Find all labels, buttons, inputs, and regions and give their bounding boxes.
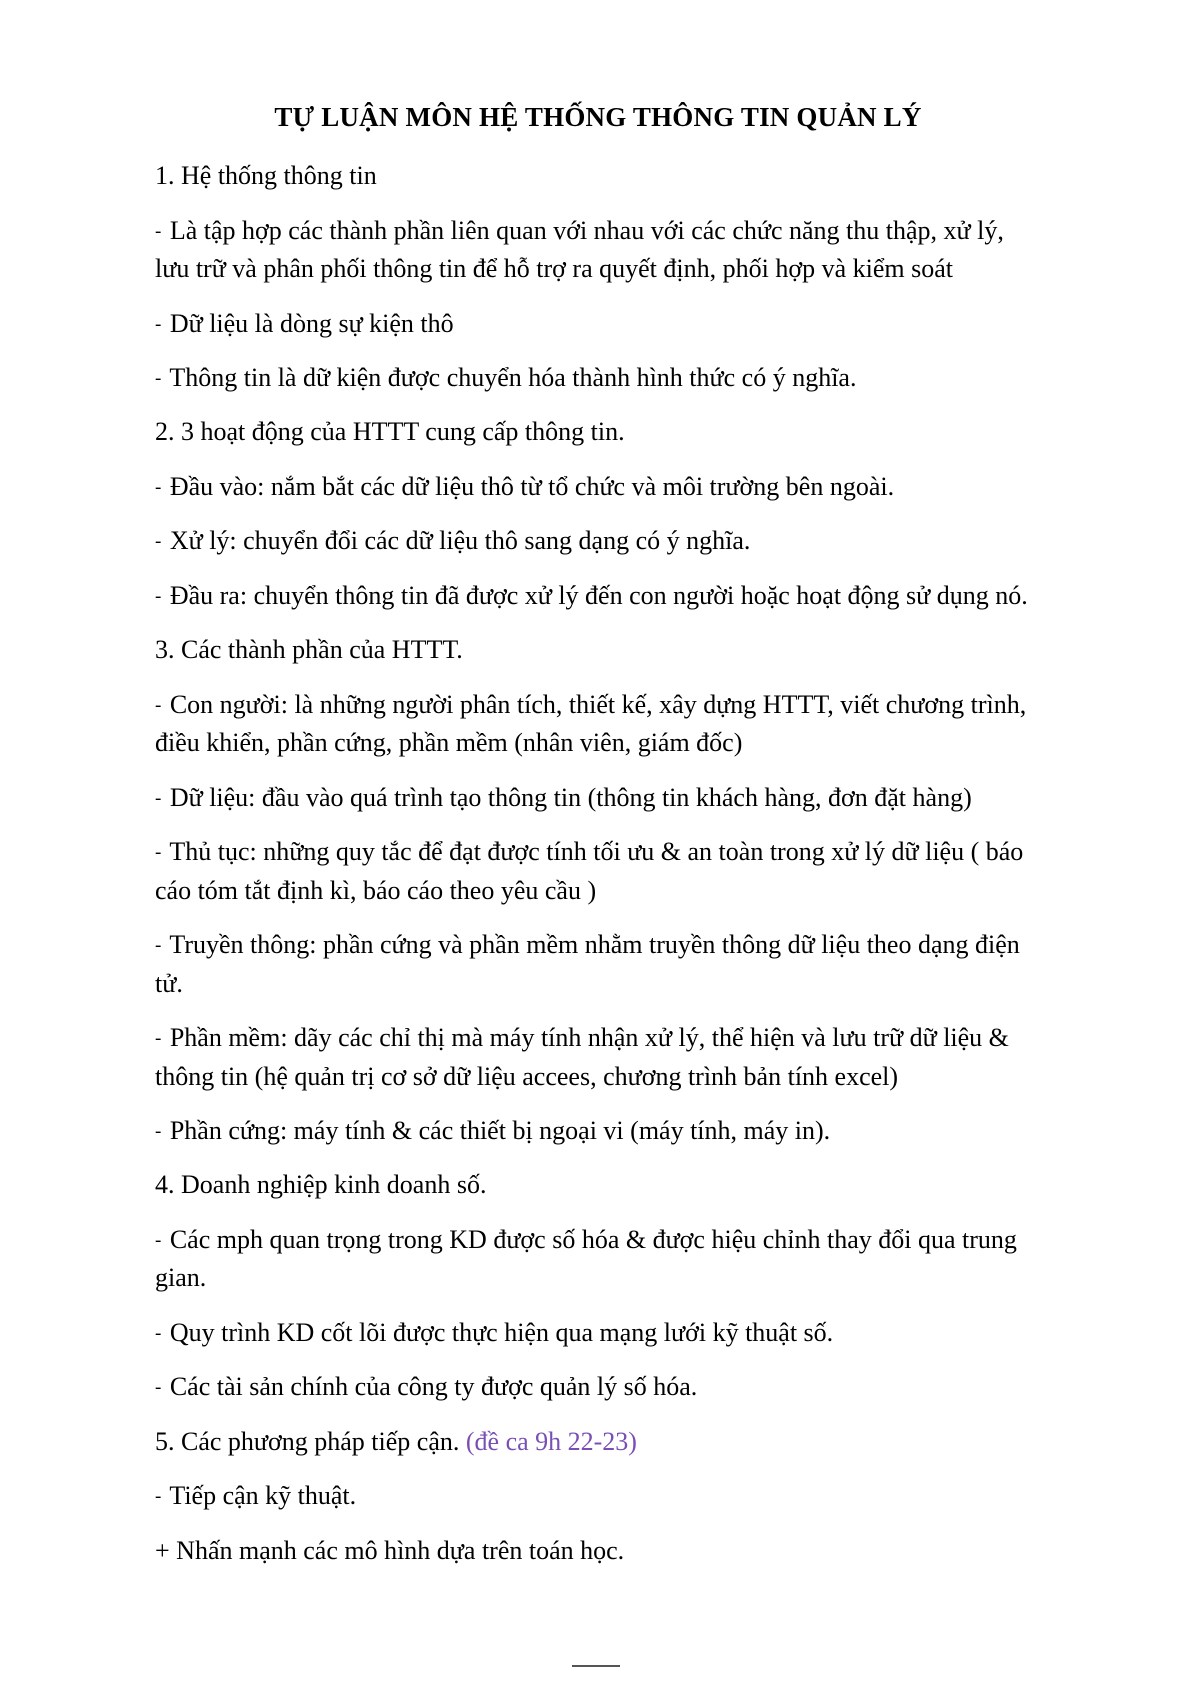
section-heading bbox=[155, 1423, 1041, 1461]
bullet-item bbox=[155, 833, 1041, 910]
dash-bullet-icon: - bbox=[155, 476, 162, 498]
annotation-note: (đề ca 9h 22-23) bbox=[465, 1426, 637, 1456]
bullet-item bbox=[155, 1314, 1041, 1352]
bullet-item bbox=[155, 1221, 1041, 1298]
bullet-item bbox=[155, 468, 1041, 506]
paragraph-text: Phần mềm: dãy các chỉ thị mà máy tính nhận xử lý, thể hiện và lưu trữ dữ liệu & thông tin (hệ quản trị cơ sở dữ liệu accees, chương trình bản tính excel) bbox=[155, 1023, 1009, 1091]
section-heading bbox=[155, 631, 1041, 669]
bullet-item bbox=[155, 686, 1041, 763]
paragraph-text: 1. Hệ thống thông tin bbox=[155, 161, 377, 191]
paragraph-text: 4. Doanh nghiệp kinh doanh số. bbox=[155, 1170, 487, 1200]
dash-bullet-icon: - bbox=[155, 842, 162, 864]
dash-bullet-icon: - bbox=[155, 531, 162, 553]
paragraph-text: Đầu vào: nắm bắt các dữ liệu thô từ tổ chức và môi trường bên ngoài. bbox=[169, 471, 895, 501]
bullet-item bbox=[155, 1019, 1041, 1096]
paragraph-text: Các tài sản chính của công ty được quản lý số hóa. bbox=[169, 1372, 698, 1402]
bullet-item bbox=[155, 779, 1041, 817]
paragraph-text: Con người: là những người phân tích, thiết kế, xây dựng HTTT, viết chương trình, điều khiển, phần cứng, phần mềm (nhân viên, giám đốc) bbox=[155, 689, 1027, 758]
bullet-item bbox=[155, 1112, 1041, 1150]
footer-divider bbox=[572, 1665, 620, 1667]
paragraph-text: 5. Các phương pháp tiếp cận. bbox=[155, 1426, 460, 1456]
bullet-item bbox=[155, 359, 1041, 397]
dash-bullet-icon: - bbox=[155, 367, 162, 389]
paragraph-text: Dữ liệu: đầu vào quá trình tạo thông tin (thông tin khách hàng, đơn đặt hàng) bbox=[169, 782, 972, 812]
dash-bullet-icon: - bbox=[155, 313, 162, 335]
paragraph-text: Thông tin là dữ kiện được chuyển hóa thành hình thức có ý nghĩa. bbox=[169, 362, 857, 392]
page-title: TỰ LUẬN MÔN HỆ THỐNG THÔNG TIN QUẢN LÝ bbox=[274, 102, 922, 132]
bullet-item bbox=[155, 522, 1041, 560]
dash-bullet-icon: - bbox=[155, 585, 162, 607]
dash-bullet-icon: - bbox=[155, 694, 162, 716]
dash-bullet-icon: - bbox=[155, 1377, 162, 1399]
document-body bbox=[155, 157, 1041, 1570]
dash-bullet-icon: - bbox=[155, 935, 162, 957]
paragraph-text: Quy trình KD cốt lõi được thực hiện qua mạng lưới kỹ thuật số. bbox=[169, 1317, 834, 1347]
dash-bullet-icon: - bbox=[155, 1028, 162, 1050]
dash-bullet-icon: - bbox=[155, 1229, 162, 1251]
paragraph-text: Phần cứng: máy tính & các thiết bị ngoại vi (máy tính, máy in). bbox=[169, 1116, 831, 1145]
dash-bullet-icon: - bbox=[155, 220, 162, 242]
dash-bullet-icon: - bbox=[155, 1486, 162, 1508]
section-heading bbox=[155, 1166, 1041, 1204]
paragraph-text: 3. Các thành phần của HTTT. bbox=[155, 635, 463, 665]
paragraph-text: Các mph quan trọng trong KD được số hóa & được hiệu chỉnh thay đổi qua trung gian. bbox=[155, 1224, 1017, 1293]
sub-point bbox=[155, 1532, 1041, 1570]
dash-bullet-icon: - bbox=[155, 1121, 162, 1142]
bullet-item bbox=[155, 212, 1041, 289]
dash-bullet-icon: - bbox=[155, 1322, 162, 1344]
paragraph-text: + Nhấn mạnh các mô hình dựa trên toán học. bbox=[155, 1535, 625, 1565]
bullet-item bbox=[155, 1477, 1041, 1515]
bullet-item bbox=[155, 1368, 1041, 1406]
paragraph-text: Xử lý: chuyển đổi các dữ liệu thô sang dạng có ý nghĩa. bbox=[169, 526, 751, 556]
section-heading bbox=[155, 157, 1041, 195]
bullet-item bbox=[155, 926, 1041, 1003]
paragraph-text: Thủ tục: những quy tắc để đạt được tính tối ưu & an toàn trong xử lý dữ liệu ( báo cáo tóm tắt định kì, báo cáo theo yêu cầu ) bbox=[155, 837, 1024, 905]
paragraph-text: 2. 3 hoạt động của HTTT cung cấp thông tin. bbox=[155, 417, 625, 447]
paragraph-text: Là tập hợp các thành phần liên quan với nhau với các chức năng thu thập, xử lý, lưu trữ và phân phối thông tin để hỗ trợ ra quyết định, phối hợp và kiểm soát bbox=[155, 215, 1004, 284]
bullet-item bbox=[155, 305, 1041, 343]
section-heading bbox=[155, 413, 1041, 451]
paragraph-text: Truyền thông: phần cứng và phần mềm nhằm truyền thông dữ liệu theo dạng điện tử. bbox=[155, 930, 1020, 998]
paragraph-text: Đầu ra: chuyển thông tin đã được xử lý đến con người hoặc hoạt động sử dụng nó. bbox=[169, 580, 1028, 610]
dash-bullet-icon: - bbox=[155, 787, 162, 809]
paragraph-text: Dữ liệu là dòng sự kiện thô bbox=[169, 308, 454, 338]
paragraph-text: Tiếp cận kỹ thuật. bbox=[169, 1481, 357, 1511]
bullet-item bbox=[155, 577, 1041, 615]
